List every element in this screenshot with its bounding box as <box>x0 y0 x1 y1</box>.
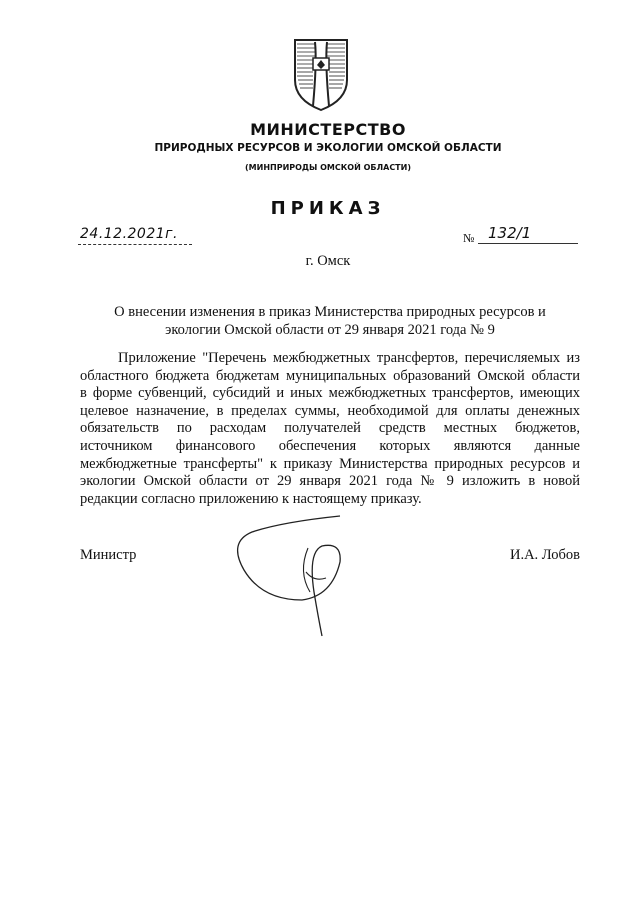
body-line: областного бюджета бюджетам муниципальных образований Омской области <box>80 367 580 384</box>
signer-name: И.А. Лобов <box>509 547 580 563</box>
ministry-title: МИНИСТЕРСТВО <box>250 120 406 139</box>
subject-line: экологии Омской области от 29 января 2021 года № 9 <box>165 322 495 338</box>
coat-of-arms-icon <box>291 32 351 112</box>
order-subject <box>80 303 580 339</box>
body-line: экологии Омской области от 29 января 2021 года № 9 изложить в новой <box>80 473 580 490</box>
body-line: редакции согласно приложению к настоящему приказу. <box>80 490 422 507</box>
ministry-abbreviation: (МИНПРИРОДЫ ОМСКОЙ ОБЛАСТИ) <box>245 163 411 172</box>
signer-title: Министр <box>80 547 137 563</box>
order-date: 24.12.2021г. <box>80 226 178 242</box>
subject-line: О внесении изменения в приказ Министерства природных ресурсов и <box>114 304 546 320</box>
ministry-subtitle: ПРИРОДНЫХ РЕСУРСОВ И ЭКОЛОГИИ ОМСКОЙ ОБЛАСТИ <box>154 142 502 154</box>
body-line: целевое назначение, в пределах суммы, необходимой для оплаты денежных <box>80 402 580 419</box>
document-type-heading: ПРИКАЗ <box>270 198 386 219</box>
signature-icon <box>222 512 352 640</box>
order-number: 132/1 <box>488 224 532 242</box>
body-line: межбюджетные трансферты" к приказу Министерства природных ресурсов и <box>80 455 580 472</box>
body-line: обязательств по расходам получателей средств местных бюджетов, <box>80 420 580 437</box>
order-body <box>80 350 580 508</box>
number-sign: № <box>463 231 475 245</box>
body-line: Приложение "Перечень межбюджетных трансфертов, перечисляемых из <box>118 350 580 366</box>
number-underline <box>478 243 578 244</box>
city: г. Омск <box>305 253 351 269</box>
date-underline <box>78 244 192 245</box>
body-line: в форме субвенций, субсидий и иных межбюджетных трансфертов, имеющих <box>80 385 580 402</box>
body-line: источником финансового обеспечения которых являются данные <box>80 437 580 454</box>
